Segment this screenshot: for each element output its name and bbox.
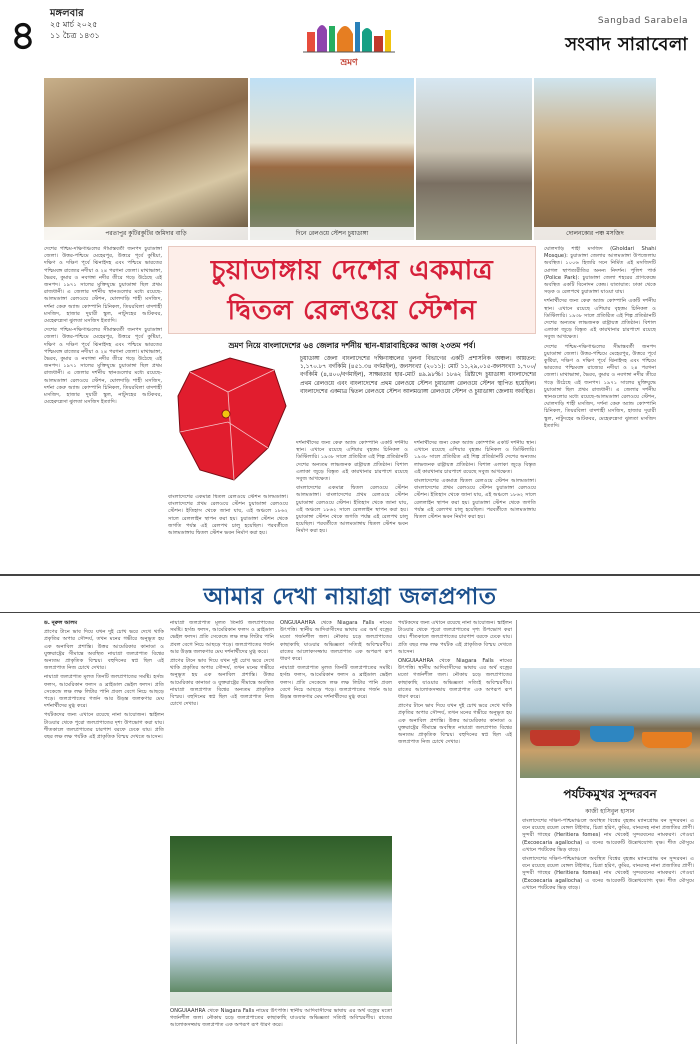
sundarban-photo bbox=[520, 668, 700, 778]
article2-text-continued: পর্যটকদের জন্য এখানে রয়েছে নানা আয়োজন। স্কাইলন টাওয়ার থেকে পুরো জলপ্রপাতের দৃশ্য উপভোগ করা যায়। শীতকালে জলপ্রপাতের চারপাশ বরফে ঢেকে যায়। প্রতি বছর লক্ষ লক্ষ পর্যটক এই প্রাকৃতিক বিস্ময় দেখতে আসেন। bbox=[44, 712, 164, 741]
article2-text: ONGUIAAHRA থেকে Niagara Falls নামের উৎপত্তি। স্থানীয় আদিবাসীদের ভাষায় এর অর্থ বজ্রের মতো গর্জনশীল জল। নৌকায় চড়ে জলপ্রপাতের কাছাকাছি যাওয়ার অভিজ্ঞতা সত্যিই অবিস্মরণীয়। রাতের আলোকসজ্জায় জলপ্রপাত এক অপরূপ রূপ ধারণ করে। bbox=[280, 620, 392, 663]
article2-text-continued: ONGUIAAHRA থেকে Niagara Falls নামের উৎপত্তি। স্থানীয় আদিবাসীদের ভাষায় এর অর্থ বজ্রের মতো গর্জনশীল জল। নৌকায় চড়ে জলপ্রপাতের কাছাকাছি যাওয়ার অভিজ্ঞতা সত্যিই অবিস্মরণীয়। রাতের আলোকসজ্জায় জলপ্রপাত এক অপরূপ রূপ ধারণ করে। bbox=[170, 1008, 392, 1029]
article1-text-continued: দর্শনার্থীদের জন্য কেরু অ্যান্ড কোম্পানি একটি দর্শনীয় স্থান। এখানে রয়েছে এশিয়ার বৃহত্তম চিনিকল ও ডিস্টিলারি। ১৯৩৮ সালে প্রতিষ্ঠিত এই শিল্প প্রতিষ্ঠানটি দেশের অন্যতম লাভজনক রাষ্ট্রায়ত্ত প্রতিষ্ঠান। বিশাল এলাকা জুড়ে বিস্তৃত এই কারখানার চারপাশে রয়েছে সবুজ আখক্ষেত। bbox=[544, 298, 656, 341]
niagara-photo bbox=[170, 836, 392, 1006]
article1-text: দেশের পশ্চিম-দক্ষিণাঞ্চলের সীমান্তবর্তী জনপদ চুয়াডাঙ্গা জেলা। উত্তর-পশ্চিমে মেহেরপুর, উত্তরে পূর্বে কুষ্টিয়া, দক্ষিণ ও দক্ষিণ পূর্বে ঝিনাইদহ এবং পশ্চিমে ভারতের পশ্চিমবঙ্গ রাজ্যের নদীয়া ও ২৪ পরগনা জেলা। মাথাভাঙ্গা, ভৈরব, কুমার ও নবগঙ্গা নদীর তীরে গড়ে উঠেছে এই জনপদ। ১৯৭১ সালের মুক্তিযুদ্ধে চুয়াডাঙ্গা ছিল প্রথম রাজধানী। এ জেলার দর্শনীয় স্থানগুলোর মধ্যে রয়েছে-আলমডাঙ্গা রেলওয়ে স্টেশন, ঘোলদাড়ি শাহী মসজিদ, দর্শনা কেরু অ্যান্ড কোম্পানি চিনিকল, তিয়রবিলা বাদশাহী মসজিদ, হাজার দুয়ারী স্কুল, নাটুদহের আটকবর, মেহেরুন্নেসা ঝুলতা মসজিদ ইত্যাদি। bbox=[44, 246, 162, 325]
photo-caption-strip bbox=[170, 992, 392, 1006]
boat-shape bbox=[642, 732, 692, 748]
issue-date-bangla: ১১ চৈত্র ১৪৩১ bbox=[50, 31, 100, 40]
section-divider bbox=[0, 574, 700, 576]
article2-text-continued: ONGUIAAHRA থেকে Niagara Falls নামের উৎপত্তি। স্থানীয় আদিবাসীদের ভাষায় এর অর্থ বজ্রের মতো গর্জনশীল জল। নৌকায় চড়ে জলপ্রপাতের কাছাকাছি যাওয়ার অভিজ্ঞতা সত্যিই অবিস্মরণীয়। রাতের আলোকসজ্জায় জলপ্রপাত এক অপরূপ রূপ ধারণ করে। bbox=[398, 658, 512, 701]
article2-text-continued: প্রাণের টানে ভাব দিয়ে যখন দুই চোখ ভরে দেখে থাকি প্রকৃতির অপার সৌন্দর্য, তখন মনের গভীরে অনুভূত হয় এক অনাবিল প্রশান্তি। উত্তর আমেরিকার কানাডা ও যুক্তরাষ্ট্রের সীমান্তে অবস্থিত নায়াগ্রা জলপ্রপাত বিশ্বের অন্যতম প্রাকৃতিক বিস্ময়। বহুদিনের স্বপ্ন ছিল এই জলপ্রপাত নিজ চোখে দেখার। bbox=[398, 703, 512, 746]
article1-lead: চুয়াডাঙ্গা জেলা বাংলাদেশের দক্ষিণাঞ্চলের খুলনা বিভাগের একটি প্রশাসনিক অঞ্চল। আয়তন: ১,১৭০.৮৭ বর্গকিমি (৪৫১.৩৪ বর্গমাইল), জনসংখ্যা (২০১১): মোট ১১,২৯,০১৫-জনসংখ্যা ১,৭০০/বর্গকিমি (৪,৪০০/বর্গমাইল), সাক্ষরতার হার-মোট ৪৯.৯৮%। ১৮৬২ খ্রিষ্টাব্দে চুয়াডাঙ্গা বাংলাদেশের প্রথম রেলওয়ে এবং বাংলাদেশের প্রথম রেলওয়ে স্টেশন চুয়াডাঙ্গা রেলওয়ে স্টেশন স্থাপিত হয়েছিল। বাংলাদেশের একমাত্র দ্বিতল রেলওয়ে স্টেশন আলমডাঙ্গা রেলওয়ে স্টেশন ও চুয়াডাঙ্গা জেলায় অবস্থিত। bbox=[300, 356, 536, 395]
issue-date-gregorian: ২৫ মার্চ ২০২৫ bbox=[50, 20, 98, 29]
section-label: ভ্রমণ bbox=[340, 58, 358, 68]
article1-headline-line-2: দ্বিতল রেলওয়ে স্টেশন bbox=[227, 295, 477, 326]
article2-column-1 bbox=[44, 620, 164, 1040]
article1-column-5 bbox=[544, 246, 656, 568]
article1-text: দর্শনার্থীদের জন্য কেরু অ্যান্ড কোম্পানি একটি দর্শনীয় স্থান। এখানে রয়েছে এশিয়ার বৃহত্তম চিনিকল ও ডিস্টিলারি। ১৯৩৮ সালে প্রতিষ্ঠিত এই শিল্প প্রতিষ্ঠানটি দেশের অন্যতম লাভজনক রাষ্ট্রায়ত্ত প্রতিষ্ঠান। বিশাল এলাকা জুড়ে বিস্তৃত এই কারখানার চারপাশে রয়েছে সবুজ আখক্ষেত। bbox=[296, 440, 408, 483]
article1-text-continued: দেশের পশ্চিম-দক্ষিণাঞ্চলের সীমান্তবর্তী জনপদ চুয়াডাঙ্গা জেলা। উত্তর-পশ্চিমে মেহেরপুর, উত্তরে পূর্বে কুষ্টিয়া, দক্ষিণ ও দক্ষিণ পূর্বে ঝিনাইদহ এবং পশ্চিমে ভারতের পশ্চিমবঙ্গ রাজ্যের নদীয়া ও ২৪ পরগনা জেলা। মাথাভাঙ্গা, ভৈরব, কুমার ও নবগঙ্গা নদীর তীরে গড়ে উঠেছে এই জনপদ। ১৯৭১ সালের মুক্তিযুদ্ধে চুয়াডাঙ্গা ছিল প্রথম রাজধানী। এ জেলার দর্শনীয় স্থানগুলোর মধ্যে রয়েছে-আলমডাঙ্গা রেলওয়ে স্টেশন, ঘোলদাড়ি শাহী মসজিদ, দর্শনা কেরু অ্যান্ড কোম্পানি চিনিকল, তিয়রবিলা বাদশাহী মসজিদ, হাজার দুয়ারী স্কুল, নাটুদহের আটকবর, মেহেরুন্নেসা ঝুলতা মসজিদ ইত্যাদি। bbox=[44, 327, 162, 406]
section-logo bbox=[294, 12, 404, 68]
photo-zamindar-house bbox=[44, 78, 248, 240]
column-divider bbox=[516, 620, 517, 1044]
article1-text: ঘোলদাড়ি শাহী মসজিদ (Gholdari Shahi Mosque): চুয়াডাঙ্গা জেলার আলমডাঙ্গা উপজেলায় অবস্থিত। ১০০৬ হিজরি সনে নির্মিত এই মসজিদটি মোগল স্থাপত্যরীতির অনন্য নিদর্শন। পুলিশ পার্ক (Police Park): চুয়াডাঙ্গা জেলা শহরের প্রাণকেন্দ্রে অবস্থিত একটি বিনোদন কেন্দ্র। যাতায়াত: ঢাকা থেকে সড়ক ও রেলপথে চুয়াডাঙ্গা যাওয়া যায়। bbox=[544, 246, 656, 296]
article2-column-2 bbox=[170, 620, 274, 832]
photo-caption: দিনে রেলওয়ে স্টেশন চুয়াডাঙ্গা bbox=[250, 227, 414, 240]
article1-headline-line-1: চুয়াডাঙ্গায় দেশের একমাত্র bbox=[210, 255, 494, 286]
issue-date bbox=[50, 8, 100, 41]
article1-text-continued: বাংলাদেশের একমাত্র দ্বিতল রেলওয়ে স্টেশন আলমডাঙ্গা। বাংলাদেশের প্রথম রেলওয়ে স্টেশন চুয়াডাঙ্গা রেলওয়ে স্টেশন। ইতিহাস থেকে জানা যায়, এই অঞ্চলে ১৮৬২ সালে রেললাইন স্থাপন করা হয়। চুয়াডাঙ্গা স্টেশন থেকে জগতি পর্যন্ত এই রেলপথ চালু হয়েছিল। পরবর্তীতে আলমডাঙ্গায় দ্বিতল স্টেশন ভবন নির্মাণ করা হয়। bbox=[414, 478, 536, 521]
masthead bbox=[0, 0, 700, 80]
skyline-icon bbox=[299, 12, 399, 54]
photo-railway-track bbox=[416, 78, 532, 240]
article1-series-line: ভ্রমণ নিয়ে বাংলাদেশের ৬৪ জেলার দর্শনীয় স্থান-ধারাবাহিকের আজ ২৩তম পর্ব। bbox=[228, 341, 476, 350]
section-divider bbox=[0, 612, 700, 613]
issue-day: মঙ্গলবার bbox=[50, 8, 84, 19]
photo-caption: পরতাপুর কুটিরকুটির জমিদার বাড়ি bbox=[44, 227, 248, 240]
article1-column-1 bbox=[44, 246, 162, 568]
boat-shape bbox=[590, 726, 634, 742]
photo-caption: দোলনকোর পঞ্চ মসজিদ bbox=[534, 227, 656, 240]
article1-text-continued: দেশের পশ্চিম-দক্ষিণাঞ্চলের সীমান্তবর্তী জনপদ চুয়াডাঙ্গা জেলা। উত্তর-পশ্চিমে মেহেরপুর, উত্তরে পূর্বে কুষ্টিয়া, দক্ষিণ ও দক্ষিণ পূর্বে ঝিনাইদহ এবং পশ্চিমে ভারতের পশ্চিমবঙ্গ রাজ্যের নদীয়া ও ২৪ পরগনা জেলা। মাথাভাঙ্গা, ভৈরব, কুমার ও নবগঙ্গা নদীর তীরে গড়ে উঠেছে এই জনপদ। ১৯৭১ সালের মুক্তিযুদ্ধে চুয়াডাঙ্গা ছিল প্রথম রাজধানী। এ জেলার দর্শনীয় স্থানগুলোর মধ্যে রয়েছে-আলমডাঙ্গা রেলওয়ে স্টেশন, ঘোলদাড়ি শাহী মসজিদ, দর্শনা কেরু অ্যান্ড কোম্পানি চিনিকল, তিয়রবিলা বাদশাহী মসজিদ, হাজার দুয়ারী স্কুল, নাটুদহের আটকবর, মেহেরুন্নেসা ঝুলতা মসজিদ ইত্যাদি। bbox=[544, 343, 656, 429]
article2-headline: আমার দেখা নায়াগ্রা জলপ্রপাত bbox=[203, 584, 497, 610]
photo-strip bbox=[44, 78, 656, 240]
article3-byline: কাজী হাসিবুল হাসান bbox=[585, 808, 635, 815]
district-map bbox=[170, 352, 294, 488]
article2-column-3 bbox=[280, 620, 392, 832]
article1-text: দর্শনার্থীদের জন্য কেরু অ্যান্ড কোম্পানি একটি দর্শনীয় স্থান। এখানে রয়েছে এশিয়ার বৃহত্তম চিনিকল ও ডিস্টিলারি। ১৯৩৮ সালে প্রতিষ্ঠিত এই শিল্প প্রতিষ্ঠানটি দেশের অন্যতম লাভজনক রাষ্ট্রায়ত্ত প্রতিষ্ঠান। বিশাল এলাকা জুড়ে বিস্তৃত এই কারখানার চারপাশে রয়েছে সবুজ আখক্ষেত। bbox=[414, 440, 536, 475]
article2-text: পর্যটকদের জন্য এখানে রয়েছে নানা আয়োজন। স্কাইলন টাওয়ার থেকে পুরো জলপ্রপাতের দৃশ্য উপভোগ করা যায়। শীতকালে জলপ্রপাতের চারপাশ বরফে ঢেকে যায়। প্রতি বছর লক্ষ লক্ষ পর্যটক এই প্রাকৃতিক বিস্ময় দেখতে আসেন। bbox=[398, 620, 512, 655]
newspaper-title: সংবাদ সারাবেলা bbox=[565, 34, 688, 55]
page-number: ৪ bbox=[10, 12, 36, 59]
article1-headline bbox=[168, 246, 536, 334]
boat-shape bbox=[530, 730, 580, 746]
newspaper-name bbox=[565, 16, 688, 61]
article1-text-continued: বাংলাদেশের একমাত্র দ্বিতল রেলওয়ে স্টেশন আলমডাঙ্গা। বাংলাদেশের প্রথম রেলওয়ে স্টেশন চুয়াডাঙ্গা রেলওয়ে স্টেশন। ইতিহাস থেকে জানা যায়, এই অঞ্চলে ১৮৬২ সালে রেললাইন স্থাপন করা হয়। চুয়াডাঙ্গা স্টেশন থেকে জগতি পর্যন্ত এই রেলপথ চালু হয়েছিল। পরবর্তীতে আলমডাঙ্গায় দ্বিতল স্টেশন ভবন নির্মাণ করা হয়। bbox=[296, 485, 408, 535]
article1-column-4 bbox=[414, 440, 536, 570]
newspaper-subtitle: Sangbad Sarabela bbox=[597, 16, 688, 26]
article1-text: বাংলাদেশের একমাত্র দ্বিতল রেলওয়ে স্টেশন আলমডাঙ্গা। বাংলাদেশের প্রথম রেলওয়ে স্টেশন চুয়াডাঙ্গা রেলওয়ে স্টেশন। ইতিহাস থেকে জানা যায়, এই অঞ্চলে ১৮৬২ সালে রেললাইন স্থাপন করা হয়। চুয়াডাঙ্গা স্টেশন থেকে জগতি পর্যন্ত এই রেলপথ চালু হয়েছিল। পরবর্তীতে আলমডাঙ্গায় দ্বিতল স্টেশন ভবন নির্মাণ করা হয়। bbox=[168, 494, 288, 537]
article3-text-continued: বাংলাদেশের দক্ষিণ-পশ্চিমাঞ্চলে অবস্থিত বিশ্বের বৃহত্তম ম্যানগ্রোভ বন সুন্দরবন। এ বনে রয়েছে রয়েল বেঙ্গল টাইগার, চিত্রা হরিণ, কুমির, বানরসহ নানা প্রজাতির প্রাণী। সুন্দরী গাছের (Heritiera fomes) নাম থেকেই সুন্দরবনের নামকরণ। গেওয়া (Excoecaria agallocha) এ বনের আরেকটি উল্লেখযোগ্য বৃক্ষ। শীত মৌসুমে এখানে পর্যটকের ভিড় বাড়ে। bbox=[522, 856, 694, 891]
article3-column-1 bbox=[522, 818, 694, 1044]
article2-column-4 bbox=[398, 620, 512, 1040]
article3-headline: পর্যটকমুখর সুন্দরবন bbox=[563, 787, 657, 801]
photo-mosque bbox=[534, 78, 656, 240]
article2-text-continued: নায়াগ্রা জলপ্রপাত মূলত তিনটি জলপ্রপাতের সমষ্টি। হর্সশু ফলস, আমেরিকান ফলস ও ব্রাইডাল ভেইল ফলস। প্রতি সেকেন্ডে লক্ষ লক্ষ লিটার পানি প্রবল বেগে নিচে আছড়ে পড়ে। জলপ্রপাতের গর্জন আর উড়ন্ত জলকণার মেঘ দর্শনার্থীদের মুগ্ধ করে। bbox=[280, 665, 392, 701]
article1-column-3 bbox=[296, 440, 408, 570]
article2-byline: ড. নূরুল আলম bbox=[44, 620, 78, 626]
article2-column-bottom bbox=[170, 1008, 392, 1044]
article2-text: প্রাণের টানে ভাব দিয়ে যখন দুই চোখ ভরে দেখে থাকি প্রকৃতির অপার সৌন্দর্য, তখন মনের গভীরে অনুভূত হয় এক অনাবিল প্রশান্তি। উত্তর আমেরিকার কানাডা ও যুক্তরাষ্ট্রের সীমান্তে অবস্থিত নায়াগ্রা জলপ্রপাত বিশ্বের অন্যতম প্রাকৃতিক বিস্ময়। বহুদিনের স্বপ্ন ছিল এই জলপ্রপাত নিজ চোখে দেখার। bbox=[44, 629, 164, 672]
article3-text: বাংলাদেশের দক্ষিণ-পশ্চিমাঞ্চলে অবস্থিত বিশ্বের বৃহত্তম ম্যানগ্রোভ বন সুন্দরবন। এ বনে রয়েছে রয়েল বেঙ্গল টাইগার, চিত্রা হরিণ, কুমির, বানরসহ নানা প্রজাতির প্রাণী। সুন্দরী গাছের (Heritiera fomes) নাম থেকেই সুন্দরবনের নামকরণ। গেওয়া (Excoecaria agallocha) এ বনের আরেকটি উল্লেখযোগ্য বৃক্ষ। শীত মৌসুমে এখানে পর্যটকের ভিড় বাড়ে। bbox=[522, 818, 694, 853]
photo-railway-station bbox=[250, 78, 414, 240]
article2-text-continued: প্রাণের টানে ভাব দিয়ে যখন দুই চোখ ভরে দেখে থাকি প্রকৃতির অপার সৌন্দর্য, তখন মনের গভীরে অনুভূত হয় এক অনাবিল প্রশান্তি। উত্তর আমেরিকার কানাডা ও যুক্তরাষ্ট্রের সীমান্তে অবস্থিত নায়াগ্রা জলপ্রপাত বিশ্বের অন্যতম প্রাকৃতিক বিস্ময়। বহুদিনের স্বপ্ন ছিল এই জলপ্রপাত নিজ চোখে দেখার। bbox=[170, 658, 274, 708]
article2-text-continued: নায়াগ্রা জলপ্রপাত মূলত তিনটি জলপ্রপাতের সমষ্টি। হর্সশু ফলস, আমেরিকান ফলস ও ব্রাইডাল ভেইল ফলস। প্রতি সেকেন্ডে লক্ষ লক্ষ লিটার পানি প্রবল বেগে নিচে আছড়ে পড়ে। জলপ্রপাতের গর্জন আর উড়ন্ত জলকণার মেঘ দর্শনার্থীদের মুগ্ধ করে। bbox=[44, 674, 164, 710]
article1-column-2 bbox=[168, 494, 288, 570]
article2-text: নায়াগ্রা জলপ্রপাত মূলত তিনটি জলপ্রপাতের সমষ্টি। হর্সশু ফলস, আমেরিকান ফলস ও ব্রাইডাল ভেইল ফলস। প্রতি সেকেন্ডে লক্ষ লক্ষ লিটার পানি প্রবল বেগে নিচে আছড়ে পড়ে। জলপ্রপাতের গর্জন আর উড়ন্ত জলকণার মেঘ দর্শনার্থীদের মুগ্ধ করে। bbox=[170, 620, 274, 655]
